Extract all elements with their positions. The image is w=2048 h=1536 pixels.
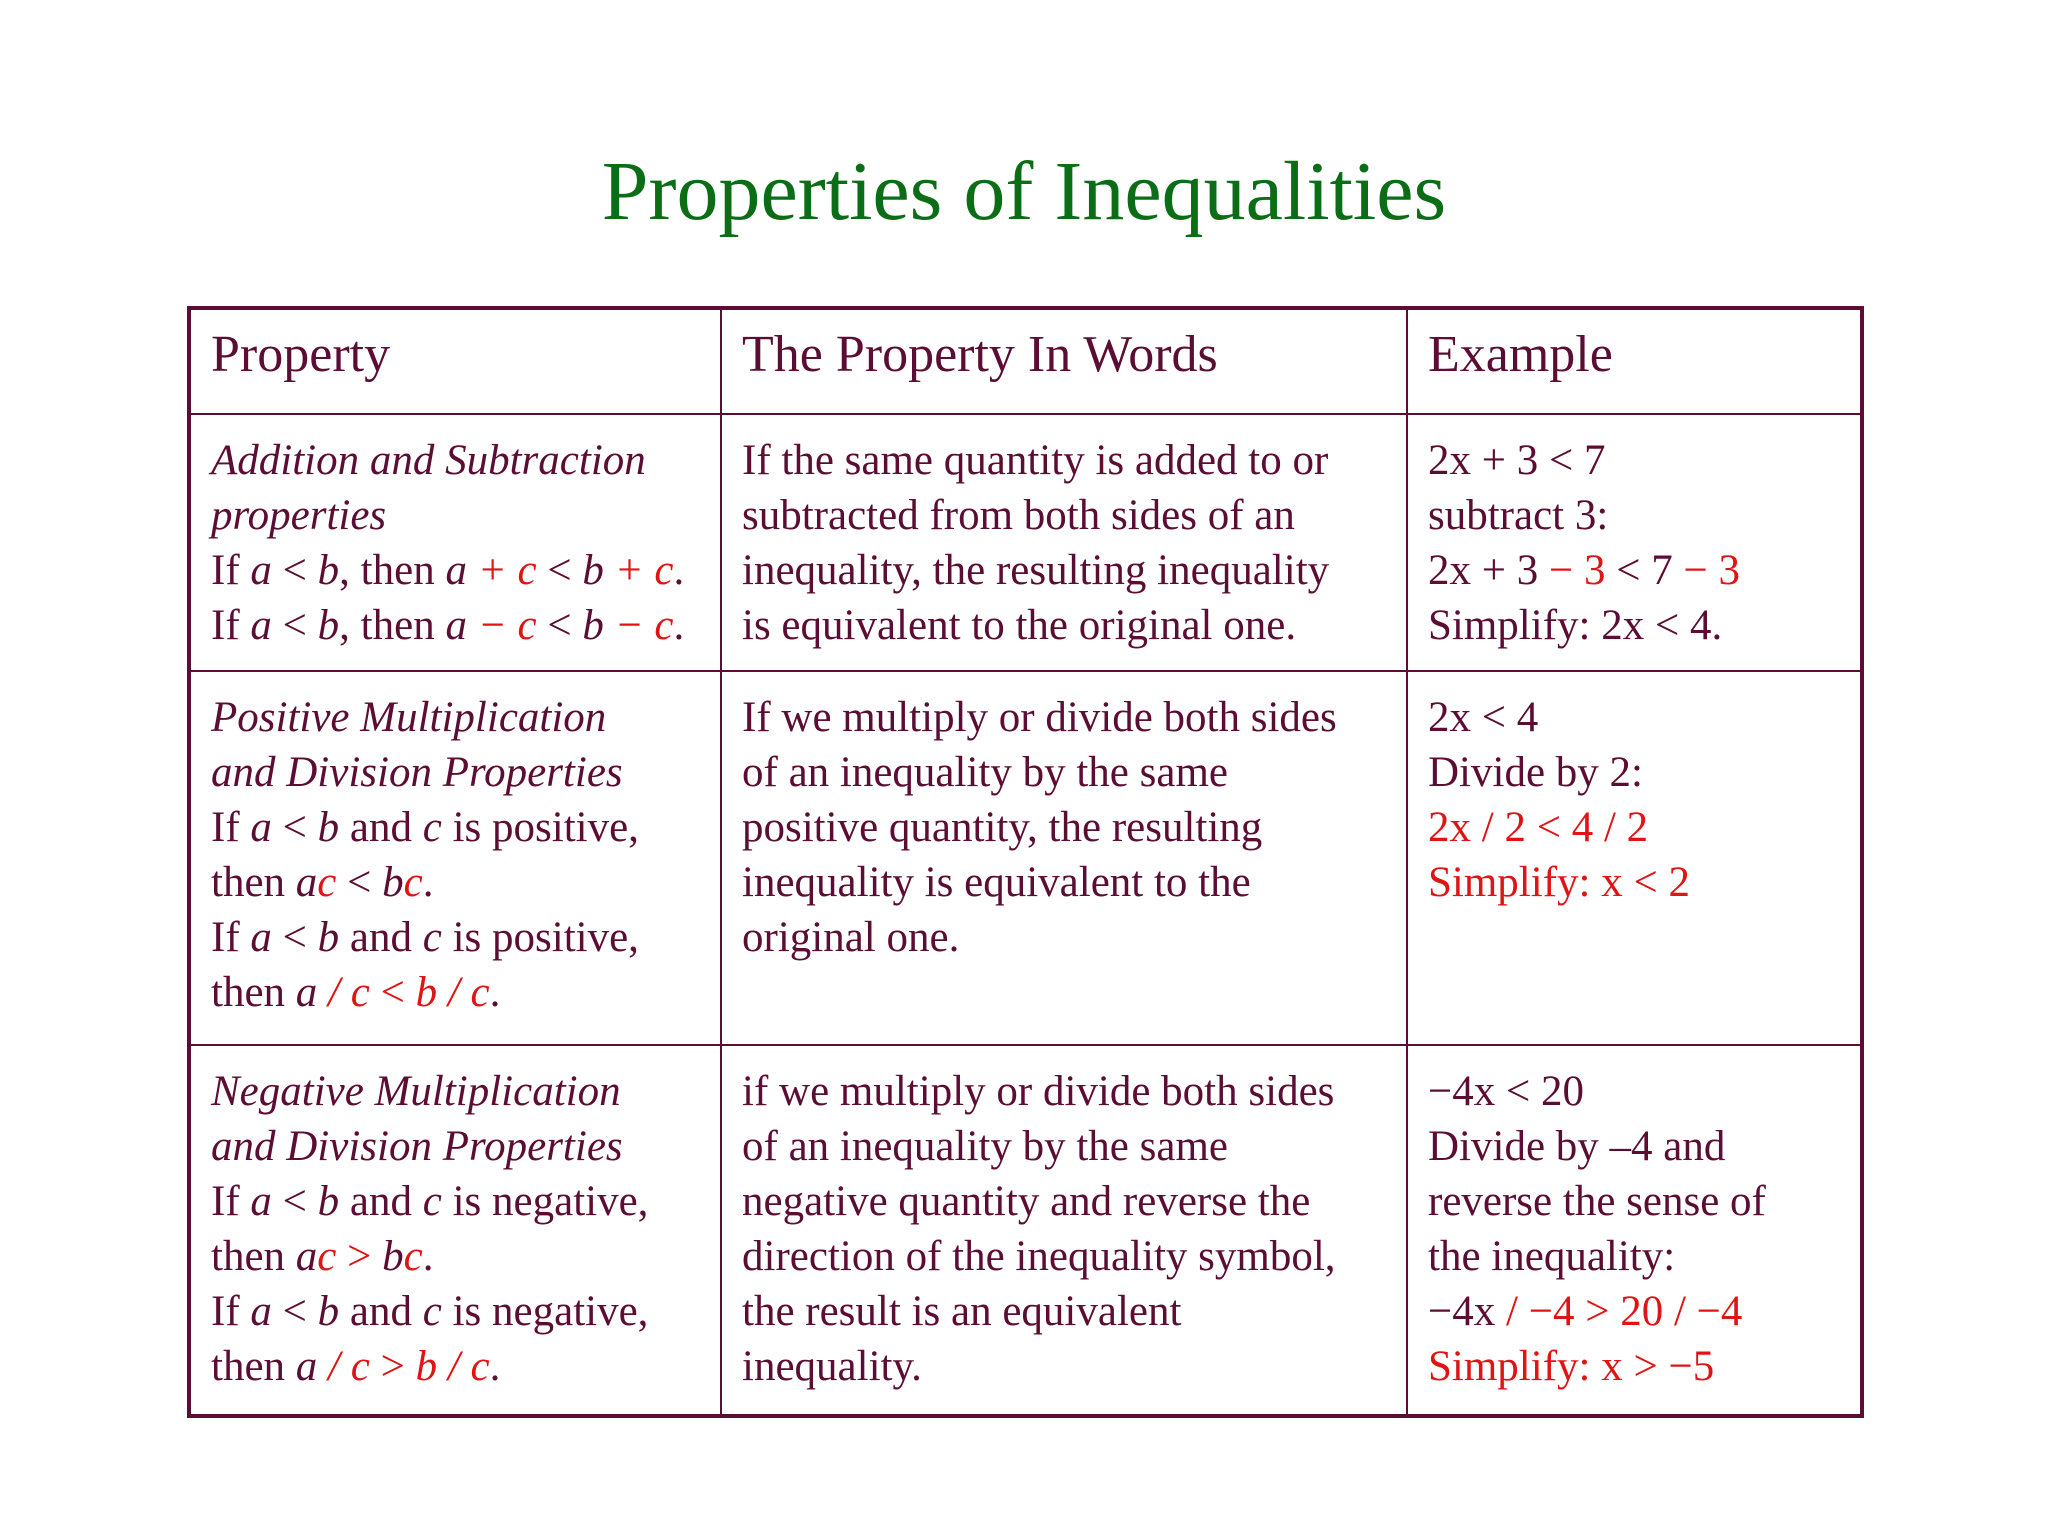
words-line: original one. [742,914,960,962]
example-line: Simplify: x > −5 [1428,1342,1715,1390]
property-name: and Division Properties [211,749,623,797]
property-name: Addition and Subtraction [211,437,646,485]
property-name: Negative Multiplication [211,1067,621,1115]
property-rule: If a < b, then a − c < b − c. [211,602,685,650]
property-rule: If a < b and c is negative, [211,1287,649,1335]
table-header-row [189,308,1862,414]
property-cell [189,671,721,1044]
property-cell [189,414,721,671]
example-cell [1407,1045,1862,1416]
property-rule: If a < b and c is positive, [211,804,639,852]
words-line: direction of the inequality symbol, [742,1232,1336,1280]
words-line: If the same quantity is added to or [742,437,1329,485]
example-cell [1407,414,1862,671]
example-line: Divide by 2: [1428,749,1643,797]
table-row [189,671,1862,1044]
words-cell [721,671,1407,1044]
example-line: −4x < 20 [1428,1067,1585,1115]
property-rule: If a < b, then a + c < b + c. [211,547,685,595]
property-rule: If a < b and c is positive, [211,914,639,962]
words-line: of an inequality by the same [742,1122,1228,1170]
property-rule: then a / c < b / c. [211,969,501,1017]
property-rule: If a < b and c is negative, [211,1177,649,1225]
example-line: 2x < 4 [1428,694,1539,742]
example-line: Simplify: x < 2 [1428,859,1690,907]
header-property: Property [189,308,721,414]
words-line: inequality. [742,1342,922,1390]
page-title: Properties of Inequalities [601,145,1447,238]
words-line: the result is an equivalent [742,1287,1182,1335]
words-line: inequality is equivalent to the [742,859,1251,907]
example-line: 2x / 2 < 4 / 2 [1428,804,1649,852]
example-cell [1407,671,1862,1044]
example-line: Divide by –4 and [1428,1122,1726,1170]
table-row [189,1045,1862,1416]
example-line: subtract 3: [1428,492,1609,540]
example-line: Simplify: 2x < 4. [1428,602,1723,650]
words-line: If we multiply or divide both sides [742,694,1337,742]
words-line: of an inequality by the same [742,749,1228,797]
header-in-words: The Property In Words [721,308,1407,414]
property-rule: then ac < bc. [211,859,434,907]
words-line: subtracted from both sides of an [742,492,1295,540]
example-line: −4x / −4 > 20 / −4 [1428,1287,1743,1335]
words-line: is equivalent to the original one. [742,602,1297,650]
table-row [189,414,1862,671]
example-line: 2x + 3 − 3 < 7 − 3 [1428,547,1741,595]
header-example: Example [1407,308,1862,414]
words-cell [721,1045,1407,1416]
example-line: reverse the sense of [1428,1177,1766,1225]
words-line: inequality, the resulting inequality [742,547,1330,595]
property-name: and Division Properties [211,1122,623,1170]
words-line: positive quantity, the resulting [742,804,1263,852]
property-name: properties [211,492,387,540]
properties-table [187,306,1864,1418]
property-cell [189,1045,721,1416]
example-line: the inequality: [1428,1232,1676,1280]
words-line: if we multiply or divide both sides [742,1067,1335,1115]
example-line: 2x + 3 < 7 [1428,437,1606,485]
property-name: Positive Multiplication [211,694,607,742]
property-rule: then a / c > b / c. [211,1342,501,1390]
words-cell [721,414,1407,671]
words-line: negative quantity and reverse the [742,1177,1311,1225]
property-rule: then ac > bc. [211,1232,434,1280]
